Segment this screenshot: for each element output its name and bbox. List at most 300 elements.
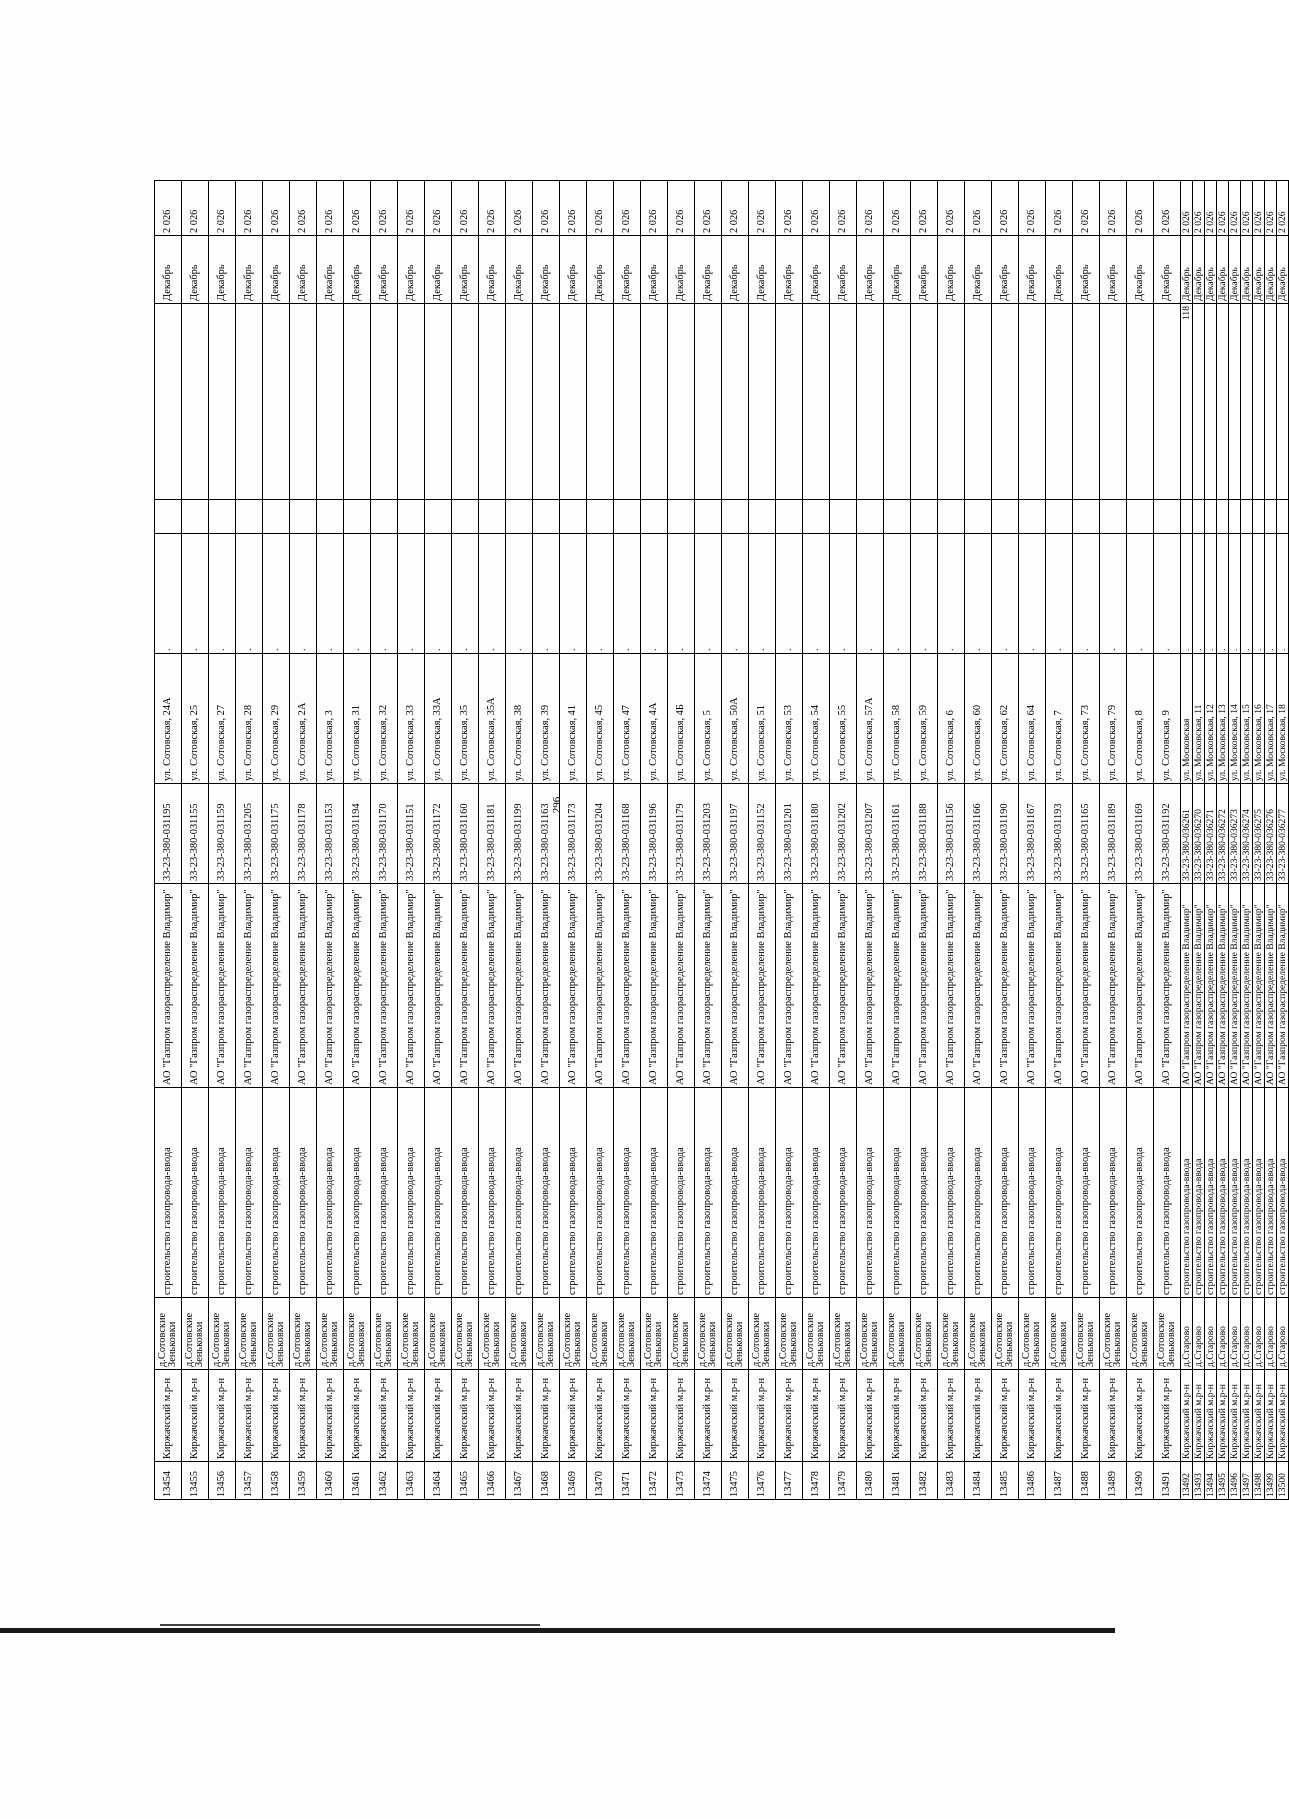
length-cell bbox=[1073, 304, 1100, 500]
work-type-cell: строительство газопровода-ввода bbox=[776, 1088, 803, 1298]
organization-cell: АО "Газпром газораспределение Владимир" bbox=[992, 884, 1019, 1088]
month-cell: Декабрь bbox=[398, 236, 425, 304]
year-cell: 2 026 bbox=[1217, 181, 1229, 236]
work-type-cell: строительство газопровода-ввода bbox=[641, 1088, 668, 1298]
empty-cell-b bbox=[209, 500, 236, 534]
empty-cell-b bbox=[371, 500, 398, 534]
length-cell bbox=[1241, 304, 1253, 500]
empty-cell-a: . bbox=[1100, 534, 1127, 654]
cadastral-number-cell: 33-23-380-031155 bbox=[182, 784, 209, 884]
district-cell: Киржачский м.р-н bbox=[884, 1370, 911, 1462]
cadastral-number-cell: 33-23-380-036261 bbox=[1181, 784, 1193, 884]
cadastral-number-cell: 33-23-380-031188 bbox=[911, 784, 938, 884]
address-cell: ул. Сотовская, 25 bbox=[182, 654, 209, 784]
row-number: 13500 bbox=[1277, 1462, 1289, 1500]
row-number: 13475 bbox=[722, 1462, 749, 1500]
cadastral-number-cell: 33-23-380-031196 bbox=[641, 784, 668, 884]
length-cell bbox=[263, 304, 290, 500]
district-cell: Киржачский м.р-н bbox=[1019, 1370, 1046, 1462]
month-cell: Декабрь bbox=[911, 236, 938, 304]
address-cell: ул. Сотовская, 4А bbox=[641, 654, 668, 784]
empty-cell-b bbox=[1181, 500, 1193, 534]
empty-cell-a: . bbox=[803, 534, 830, 654]
address-cell: ул. Сотовская, 59 bbox=[911, 654, 938, 784]
locality-cell: д.Сотовские Зеньковки bbox=[155, 1298, 182, 1370]
locality-cell: д.Сотовские Зеньковки bbox=[1019, 1298, 1046, 1370]
row-number: 13472 bbox=[641, 1462, 668, 1500]
month-cell: Декабрь bbox=[668, 236, 695, 304]
year-cell: 2 026 bbox=[452, 181, 479, 236]
cadastral-number-cell: 33-23-380-031178 bbox=[290, 784, 317, 884]
address-cell: ул. Сотовская, 8 bbox=[1127, 654, 1154, 784]
locality-cell: д.Сотовские Зеньковки bbox=[398, 1298, 425, 1370]
length-cell bbox=[776, 304, 803, 500]
locality-cell: д.Старово bbox=[1253, 1298, 1265, 1370]
year-cell: 2 026 bbox=[1154, 181, 1181, 236]
empty-cell-a: . bbox=[1205, 534, 1217, 654]
month-cell: Декабрь bbox=[1217, 236, 1229, 304]
empty-cell-a: . bbox=[533, 534, 560, 654]
month-cell: Декабрь bbox=[1100, 236, 1127, 304]
district-cell: Киржачский м.р-н bbox=[1100, 1370, 1127, 1462]
empty-cell-a: . bbox=[1217, 534, 1229, 654]
row-number: 13493 bbox=[1193, 1462, 1205, 1500]
table-row bbox=[884, 181, 911, 1500]
year-cell: 2 026 bbox=[1127, 181, 1154, 236]
month-cell: Декабрь bbox=[209, 236, 236, 304]
empty-cell-a: . bbox=[1193, 534, 1205, 654]
organization-cell: АО "Газпром газораспределение Владимир" bbox=[506, 884, 533, 1088]
address-cell: ул. Сотовская, 9 bbox=[1154, 654, 1181, 784]
empty-cell-b bbox=[1127, 500, 1154, 534]
district-cell: Киржачский м.р-н bbox=[317, 1370, 344, 1462]
address-cell: ул. Сотовская, 35 bbox=[452, 654, 479, 784]
district-cell: Киржачский м.р-н bbox=[425, 1370, 452, 1462]
length-cell bbox=[1229, 304, 1241, 500]
table-row bbox=[1181, 181, 1193, 1500]
work-type-cell: строительство газопровода-ввода bbox=[1100, 1088, 1127, 1298]
month-cell: Декабрь bbox=[182, 236, 209, 304]
empty-cell-b bbox=[695, 500, 722, 534]
address-cell: ул. Московская, 17 bbox=[1265, 654, 1277, 784]
work-type-cell: строительство газопровода-ввода bbox=[587, 1088, 614, 1298]
cadastral-number-cell: 33-23-380-031203 bbox=[695, 784, 722, 884]
empty-cell-a: . bbox=[722, 534, 749, 654]
organization-cell: АО "Газпром газораспределение Владимир" bbox=[587, 884, 614, 1088]
year-cell: 2 026 bbox=[911, 181, 938, 236]
locality-cell: д.Сотовские Зеньковки bbox=[668, 1298, 695, 1370]
month-cell: Декабрь bbox=[695, 236, 722, 304]
empty-cell-a: . bbox=[668, 534, 695, 654]
year-cell: 2 026 bbox=[587, 181, 614, 236]
cadastral-number-cell: 33-23-380-031205 bbox=[236, 784, 263, 884]
table-row bbox=[155, 181, 182, 1500]
empty-cell-b bbox=[614, 500, 641, 534]
empty-cell-b bbox=[1277, 500, 1289, 534]
work-type-cell: строительство газопровода-ввода bbox=[857, 1088, 884, 1298]
organization-cell: АО "Газпром газораспределение Владимир" bbox=[668, 884, 695, 1088]
length-cell bbox=[641, 304, 668, 500]
table-row bbox=[317, 181, 344, 1500]
empty-cell-a: . bbox=[965, 534, 992, 654]
empty-cell-b bbox=[317, 500, 344, 534]
year-cell: 2 026 bbox=[479, 181, 506, 236]
table-row bbox=[857, 181, 884, 1500]
empty-cell-b bbox=[1265, 500, 1277, 534]
row-number: 13456 bbox=[209, 1462, 236, 1500]
row-number: 13457 bbox=[236, 1462, 263, 1500]
month-cell: Декабрь bbox=[857, 236, 884, 304]
locality-cell: д.Сотовские Зеньковки bbox=[776, 1298, 803, 1370]
empty-cell-a: . bbox=[155, 534, 182, 654]
month-cell: Декабрь bbox=[1154, 236, 1181, 304]
address-cell: ул. Сотовская, 33 bbox=[398, 654, 425, 784]
empty-cell-b bbox=[1253, 500, 1265, 534]
district-cell: Киржачский м.р-н bbox=[641, 1370, 668, 1462]
length-cell: 118 bbox=[1181, 304, 1193, 500]
organization-cell: АО "Газпром газораспределение Владимир" bbox=[236, 884, 263, 1088]
organization-cell: АО "Газпром газораспределение Владимир" bbox=[398, 884, 425, 1088]
work-type-cell: строительство газопровода-ввода bbox=[1193, 1088, 1205, 1298]
month-cell: Декабрь bbox=[236, 236, 263, 304]
district-cell: Киржачский м.р-н bbox=[182, 1370, 209, 1462]
row-number: 13479 bbox=[830, 1462, 857, 1500]
district-cell: Киржачский м.р-н bbox=[749, 1370, 776, 1462]
locality-cell: д.Сотовские Зеньковки bbox=[506, 1298, 533, 1370]
year-cell: 2 026 bbox=[425, 181, 452, 236]
month-cell: Декабрь bbox=[803, 236, 830, 304]
row-number: 13466 bbox=[479, 1462, 506, 1500]
length-cell bbox=[155, 304, 182, 500]
work-type-cell: строительство газопровода-ввода bbox=[452, 1088, 479, 1298]
length-cell bbox=[587, 304, 614, 500]
work-type-cell: строительство газопровода-ввода bbox=[1277, 1088, 1289, 1298]
locality-cell: д.Сотовские Зеньковки bbox=[857, 1298, 884, 1370]
scan-edge-line-2 bbox=[160, 1624, 540, 1626]
table-row bbox=[506, 181, 533, 1500]
registry-table bbox=[154, 180, 1289, 1500]
table-row bbox=[668, 181, 695, 1500]
locality-cell: д.Сотовские Зеньковки bbox=[317, 1298, 344, 1370]
organization-cell: АО "Газпром газораспределение Владимир" bbox=[1181, 884, 1193, 1088]
address-cell: ул. Сотовская, 73 bbox=[1073, 654, 1100, 784]
empty-cell-b bbox=[1073, 500, 1100, 534]
district-cell: Киржачский м.р-н bbox=[803, 1370, 830, 1462]
locality-cell: д.Сотовские Зеньковки bbox=[641, 1298, 668, 1370]
table-row bbox=[803, 181, 830, 1500]
length-cell bbox=[695, 304, 722, 500]
row-number: 13483 bbox=[938, 1462, 965, 1500]
cadastral-number-cell: 33-23-380-031156 bbox=[938, 784, 965, 884]
month-cell: Декабрь bbox=[344, 236, 371, 304]
cadastral-number-cell: 33-23-380-036274 bbox=[1241, 784, 1253, 884]
month-cell: Декабрь bbox=[722, 236, 749, 304]
district-cell: Киржачский м.р-н bbox=[695, 1370, 722, 1462]
cadastral-number-cell: 33-23-380-031201 bbox=[776, 784, 803, 884]
year-cell: 2 026 bbox=[830, 181, 857, 236]
cadastral-number-cell: 33-23-380-031204 bbox=[587, 784, 614, 884]
cadastral-number-cell: 33-23-380-031195 bbox=[155, 784, 182, 884]
year-cell: 2 026 bbox=[533, 181, 560, 236]
year-cell: 2 026 bbox=[209, 181, 236, 236]
year-cell: 2 026 bbox=[398, 181, 425, 236]
address-cell: ул. Сотовская, 51 bbox=[749, 654, 776, 784]
district-cell: Киржачский м.р-н bbox=[965, 1370, 992, 1462]
organization-cell: АО "Газпром газораспределение Владимир" bbox=[533, 884, 560, 1088]
year-cell: 2 026 bbox=[155, 181, 182, 236]
empty-cell-b bbox=[776, 500, 803, 534]
organization-cell: АО "Газпром газораспределение Владимир" bbox=[1241, 884, 1253, 1088]
work-type-cell: строительство газопровода-ввода bbox=[749, 1088, 776, 1298]
row-number: 13488 bbox=[1073, 1462, 1100, 1500]
length-cell bbox=[560, 304, 587, 500]
length-cell bbox=[884, 304, 911, 500]
work-type-cell: строительство газопровода-ввода bbox=[479, 1088, 506, 1298]
locality-cell: д.Старово bbox=[1277, 1298, 1289, 1370]
district-cell: Киржачский м.р-н bbox=[1073, 1370, 1100, 1462]
organization-cell: АО "Газпром газораспределение Владимир" bbox=[1253, 884, 1265, 1088]
length-cell bbox=[965, 304, 992, 500]
table-row bbox=[1217, 181, 1229, 1500]
empty-cell-a: . bbox=[398, 534, 425, 654]
organization-cell: АО "Газпром газораспределение Владимир" bbox=[560, 884, 587, 1088]
district-cell: Киржачский м.р-н bbox=[830, 1370, 857, 1462]
length-cell bbox=[236, 304, 263, 500]
empty-cell-a: . bbox=[938, 534, 965, 654]
district-cell: Киржачский м.р-н bbox=[938, 1370, 965, 1462]
empty-cell-b bbox=[587, 500, 614, 534]
table-row bbox=[290, 181, 317, 1500]
month-cell: Декабрь bbox=[614, 236, 641, 304]
empty-cell-a: . bbox=[776, 534, 803, 654]
row-number: 13484 bbox=[965, 1462, 992, 1500]
row-number: 13498 bbox=[1253, 1462, 1265, 1500]
row-number: 13467 bbox=[506, 1462, 533, 1500]
locality-cell: д.Сотовские Зеньковки bbox=[371, 1298, 398, 1370]
organization-cell: АО "Газпром газораспределение Владимир" bbox=[452, 884, 479, 1088]
empty-cell-a: . bbox=[182, 534, 209, 654]
cadastral-number-cell: 33-23-380-031169 bbox=[1127, 784, 1154, 884]
work-type-cell: строительство газопровода-ввода bbox=[1073, 1088, 1100, 1298]
organization-cell: АО "Газпром газораспределение Владимир" bbox=[1277, 884, 1289, 1088]
table-row bbox=[371, 181, 398, 1500]
empty-cell-b bbox=[398, 500, 425, 534]
address-cell: ул. Сотовская, 24А bbox=[155, 654, 182, 784]
month-cell: Декабрь bbox=[452, 236, 479, 304]
length-cell bbox=[398, 304, 425, 500]
organization-cell: АО "Газпром газораспределение Владимир" bbox=[803, 884, 830, 1088]
address-cell: ул. Сотовская, 35А bbox=[479, 654, 506, 784]
month-cell: Декабрь bbox=[1127, 236, 1154, 304]
work-type-cell: строительство газопровода-ввода bbox=[1019, 1088, 1046, 1298]
page-number: 296 bbox=[551, 796, 563, 814]
empty-cell-b bbox=[668, 500, 695, 534]
empty-cell-a: . bbox=[506, 534, 533, 654]
district-cell: Киржачский м.р-н bbox=[533, 1370, 560, 1462]
row-number: 13455 bbox=[182, 1462, 209, 1500]
year-cell: 2 026 bbox=[1193, 181, 1205, 236]
work-type-cell: строительство газопровода-ввода bbox=[209, 1088, 236, 1298]
organization-cell: АО "Газпром газораспределение Владимир" bbox=[182, 884, 209, 1088]
month-cell: Декабрь bbox=[371, 236, 398, 304]
address-cell: ул. Сотовская, 33А bbox=[425, 654, 452, 784]
cadastral-number-cell: 33-23-380-031159 bbox=[209, 784, 236, 884]
organization-cell: АО "Газпром газораспределение Владимир" bbox=[425, 884, 452, 1088]
year-cell: 2 026 bbox=[1277, 181, 1289, 236]
cadastral-number-cell: 33-23-380-031199 bbox=[506, 784, 533, 884]
address-cell: ул. Сотовская, 41 bbox=[560, 654, 587, 784]
organization-cell: АО "Газпром газораспределение Владимир" bbox=[695, 884, 722, 1088]
row-number: 13490 bbox=[1127, 1462, 1154, 1500]
month-cell: Декабрь bbox=[1193, 236, 1205, 304]
address-cell: ул. Сотовская, 45 bbox=[587, 654, 614, 784]
locality-cell: д.Сотовские Зеньковки bbox=[1046, 1298, 1073, 1370]
empty-cell-b bbox=[722, 500, 749, 534]
work-type-cell: строительство газопровода-ввода bbox=[965, 1088, 992, 1298]
locality-cell: д.Сотовские Зеньковки bbox=[209, 1298, 236, 1370]
row-number: 13496 bbox=[1229, 1462, 1241, 1500]
district-cell: Киржачский м.р-н bbox=[209, 1370, 236, 1462]
month-cell: Декабрь bbox=[263, 236, 290, 304]
cadastral-number-cell: 33-23-380-031193 bbox=[1046, 784, 1073, 884]
work-type-cell: строительство газопровода-ввода bbox=[263, 1088, 290, 1298]
address-cell: ул. Сотовская, 54 bbox=[803, 654, 830, 784]
locality-cell: д.Сотовские Зеньковки bbox=[560, 1298, 587, 1370]
row-number: 13473 bbox=[668, 1462, 695, 1500]
address-cell: ул. Сотовская, 79 bbox=[1100, 654, 1127, 784]
organization-cell: АО "Газпром газораспределение Владимир" bbox=[722, 884, 749, 1088]
address-cell: ул. Сотовская, 47 bbox=[614, 654, 641, 784]
organization-cell: АО "Газпром газораспределение Владимир" bbox=[911, 884, 938, 1088]
row-number: 13460 bbox=[317, 1462, 344, 1500]
address-cell: ул. Сотовская, 5 bbox=[695, 654, 722, 784]
table-row bbox=[938, 181, 965, 1500]
empty-cell-b bbox=[290, 500, 317, 534]
locality-cell: д.Старово bbox=[1229, 1298, 1241, 1370]
organization-cell: АО "Газпром газораспределение Владимир" bbox=[1073, 884, 1100, 1088]
length-cell bbox=[1046, 304, 1073, 500]
empty-cell-a: . bbox=[1229, 534, 1241, 654]
row-number: 13474 bbox=[695, 1462, 722, 1500]
row-number: 13499 bbox=[1265, 1462, 1277, 1500]
month-cell: Декабрь bbox=[290, 236, 317, 304]
year-cell: 2 026 bbox=[263, 181, 290, 236]
address-cell: ул. Сотовская, 7 bbox=[1046, 654, 1073, 784]
table-row bbox=[830, 181, 857, 1500]
cadastral-number-cell: 33-23-380-031207 bbox=[857, 784, 884, 884]
empty-cell-a: . bbox=[209, 534, 236, 654]
organization-cell: АО "Газпром газораспределение Владимир" bbox=[830, 884, 857, 1088]
empty-cell-b bbox=[830, 500, 857, 534]
row-number: 13492 bbox=[1181, 1462, 1193, 1500]
empty-cell-a: . bbox=[857, 534, 884, 654]
empty-cell-b bbox=[1046, 500, 1073, 534]
work-type-cell: строительство газопровода-ввода bbox=[722, 1088, 749, 1298]
address-cell: ул. Сотовская, 4Б bbox=[668, 654, 695, 784]
work-type-cell: строительство газопровода-ввода bbox=[290, 1088, 317, 1298]
locality-cell: д.Старово bbox=[1241, 1298, 1253, 1370]
length-cell bbox=[506, 304, 533, 500]
empty-cell-b bbox=[1019, 500, 1046, 534]
district-cell: Киржачский м.р-н bbox=[371, 1370, 398, 1462]
year-cell: 2 026 bbox=[749, 181, 776, 236]
table-row bbox=[1205, 181, 1217, 1500]
month-cell: Декабрь bbox=[317, 236, 344, 304]
empty-cell-b bbox=[992, 500, 1019, 534]
row-number: 13470 bbox=[587, 1462, 614, 1500]
address-cell: ул. Сотовская, 53 bbox=[776, 654, 803, 784]
table-row bbox=[1229, 181, 1241, 1500]
district-cell: Киржачский м.р-н bbox=[344, 1370, 371, 1462]
year-cell: 2 026 bbox=[371, 181, 398, 236]
address-cell: ул. Сотовская, 31 bbox=[344, 654, 371, 784]
month-cell: Декабрь bbox=[155, 236, 182, 304]
cadastral-number-cell: 33-23-380-031163 bbox=[533, 784, 560, 884]
month-cell: Декабрь bbox=[1265, 236, 1277, 304]
address-cell: ул. Московская, 14 bbox=[1229, 654, 1241, 784]
table-row bbox=[911, 181, 938, 1500]
district-cell: Киржачский м.р-н bbox=[1154, 1370, 1181, 1462]
table-row bbox=[776, 181, 803, 1500]
row-number: 13471 bbox=[614, 1462, 641, 1500]
work-type-cell: строительство газопровода-ввода bbox=[1046, 1088, 1073, 1298]
address-cell: ул. Сотовская, 28 bbox=[236, 654, 263, 784]
address-cell: ул. Сотовская, 60 bbox=[965, 654, 992, 784]
locality-cell: д.Сотовские Зеньковки bbox=[965, 1298, 992, 1370]
cadastral-number-cell: 33-23-380-036276 bbox=[1265, 784, 1277, 884]
cadastral-number-cell: 33-23-380-031175 bbox=[263, 784, 290, 884]
work-type-cell: строительство газопровода-ввода bbox=[1217, 1088, 1229, 1298]
district-cell: Киржачский м.р-н bbox=[1277, 1370, 1289, 1462]
organization-cell: АО "Газпром газораспределение Владимир" bbox=[344, 884, 371, 1088]
empty-cell-a: . bbox=[1046, 534, 1073, 654]
month-cell: Декабрь bbox=[1205, 236, 1217, 304]
district-cell: Киржачский м.р-н bbox=[776, 1370, 803, 1462]
organization-cell: АО "Газпром газораспределение Владимир" bbox=[479, 884, 506, 1088]
row-number: 13458 bbox=[263, 1462, 290, 1500]
organization-cell: АО "Газпром газораспределение Владимир" bbox=[1046, 884, 1073, 1088]
year-cell: 2 026 bbox=[695, 181, 722, 236]
cadastral-number-cell: 33-23-380-031152 bbox=[749, 784, 776, 884]
length-cell bbox=[1253, 304, 1265, 500]
work-type-cell: строительство газопровода-ввода bbox=[1253, 1088, 1265, 1298]
table-row bbox=[479, 181, 506, 1500]
table-row bbox=[749, 181, 776, 1500]
empty-cell-a: . bbox=[290, 534, 317, 654]
organization-cell: АО "Газпром газораспределение Владимир" bbox=[749, 884, 776, 1088]
address-cell: ул. Московская, 16 bbox=[1253, 654, 1265, 784]
table-row bbox=[398, 181, 425, 1500]
district-cell: Киржачский м.р-н bbox=[1046, 1370, 1073, 1462]
empty-cell-a: . bbox=[452, 534, 479, 654]
empty-cell-b bbox=[236, 500, 263, 534]
empty-cell-a: . bbox=[479, 534, 506, 654]
cadastral-number-cell: 33-23-380-031168 bbox=[614, 784, 641, 884]
work-type-cell: строительство газопровода-ввода bbox=[317, 1088, 344, 1298]
length-cell bbox=[209, 304, 236, 500]
length-cell bbox=[182, 304, 209, 500]
empty-cell-a: . bbox=[695, 534, 722, 654]
district-cell: Киржачский м.р-н bbox=[263, 1370, 290, 1462]
table-row bbox=[1154, 181, 1181, 1500]
month-cell: Декабрь bbox=[641, 236, 668, 304]
year-cell: 2 026 bbox=[1253, 181, 1265, 236]
empty-cell-a: . bbox=[1019, 534, 1046, 654]
cadastral-number-cell: 33-23-380-036273 bbox=[1229, 784, 1241, 884]
organization-cell: АО "Газпром газораспределение Владимир" bbox=[884, 884, 911, 1088]
row-number: 13487 bbox=[1046, 1462, 1073, 1500]
table-row bbox=[1046, 181, 1073, 1500]
